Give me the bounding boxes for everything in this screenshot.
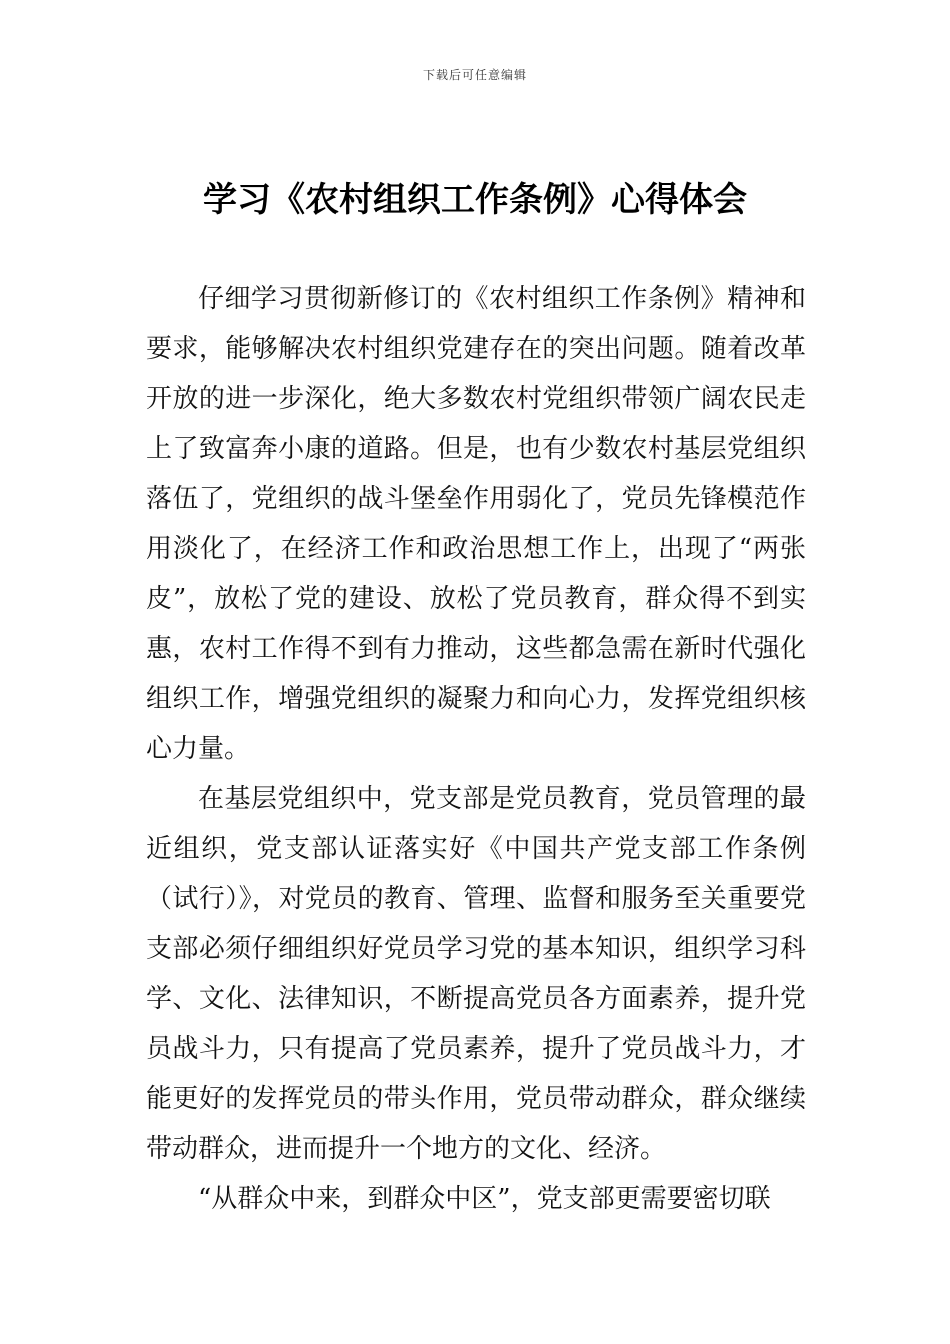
- paragraph-2: 在基层党组织中，党支部是党员教育，党员管理的最近组织，党支部认证落实好《中国共产党支部工作条例（试行）》，对党员的教育、管理、监督和服务至关重要党支部必须仔细组织好党员学习党的基本知识，组织学习科学、文化、法律知识，不断提高党员各方面素养，提升党员战斗力，只有提高了党员素养，提升了党员战斗力，才能更好的发挥党员的带头作用，党员带动群众，群众继续带动群众，进而提升一个地方的文化、经济。: [146, 784, 806, 1164]
- document-title: 学习《农村组织工作条例》心得体会: [203, 180, 747, 220]
- paragraph-1: 仔细学习贯彻新修订的《农村组织工作条例》精神和要求，能够解决农村组织党建存在的突出问题。随着改革开放的进一步深化，绝大多数农村党组织带领广阔农民走上了致富奔小康的道路。但是，也有少数农村基层党组织落伍了，党组织的战斗堡垒作用弱化了，党员先锋模范作用淡化了，在经济工作和政治思想工作上，出现了“两张皮”，放松了党的建设、放松了党员教育，群众得不到实惠，农村工作得不到有力推动，这些都急需在新时代强化组织工作，增强党组织的凝聚力和向心力，发挥党组织核心力量。: [146, 284, 806, 764]
- header-note: 下载后可任意编辑: [422, 68, 527, 82]
- document-body: [146, 274, 806, 1224]
- paragraph-3: “从群众中来，到群众中区”，党支部更需要密切联: [198, 1184, 771, 1214]
